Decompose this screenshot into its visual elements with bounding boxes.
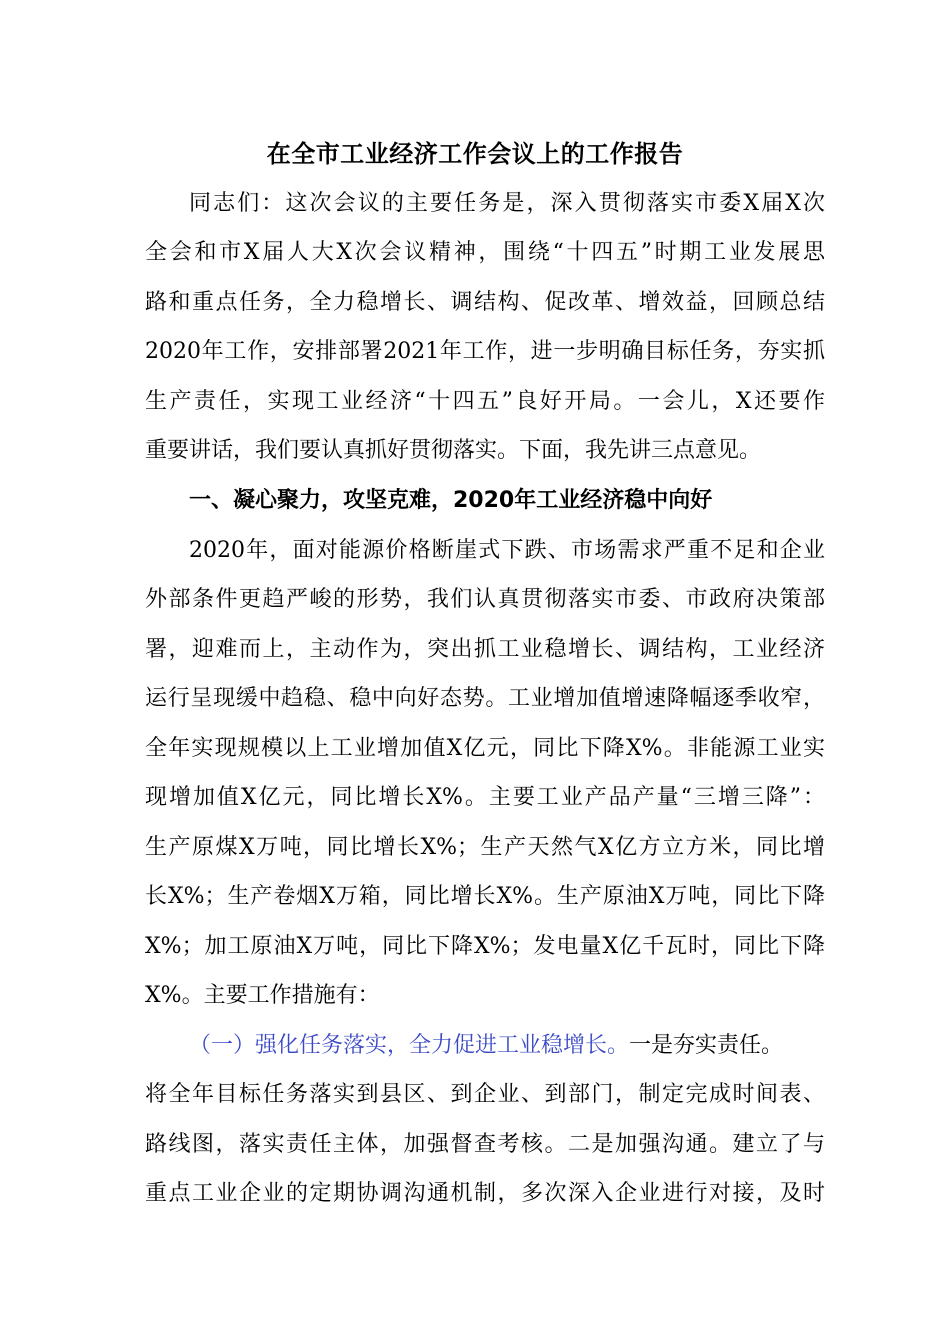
body-line: 署，迎难而上，主动作为，突出抓工业稳增长、调结构，工业经济: [145, 637, 825, 662]
intro-line: 生产责任，实现工业经济“十四五”良好开局。一会儿，X还要作: [145, 389, 825, 414]
body-line: 路线图，落实责任主体，加强督查考核。二是加强沟通。建立了与: [145, 1132, 825, 1157]
intro-line: 2020年工作，安排部署2021年工作，进一步明确目标任务，夯实抓: [145, 339, 825, 364]
page-title: 在全市工业经济工作会议上的工作报告: [266, 139, 684, 168]
body-line: 现增加值X亿元，同比增长X%。主要工业产品产量“三增三降”：: [145, 785, 825, 810]
body-line: X%；加工原油X万吨，同比下降X%；发电量X亿千瓦时，同比下降: [145, 934, 825, 959]
body-line: 全年实现规模以上工业增加值X亿元，同比下降X%。非能源工业实: [145, 736, 825, 761]
intro-line: 全会和市X届人大X次会议精神，围绕“十四五”时期工业发展思: [145, 240, 825, 265]
subsection-heading: （一）强化任务落实，全力促进工业稳增长。: [189, 1033, 630, 1058]
body-line: X%。主要工作措施有：: [145, 983, 380, 1008]
body-line: 长X%；生产卷烟X万箱，同比增长X%。生产原油X万吨，同比下降: [145, 884, 825, 909]
intro-line: 重要讲话，我们要认真抓好贯彻落实。下面，我先讲三点意见。: [145, 438, 762, 463]
body-line: 将全年目标任务落实到县区、到企业、到部门，制定完成时间表、: [145, 1082, 825, 1107]
body-line: 外部条件更趋严峻的形势，我们认真贯彻落实市委、市政府决策部: [145, 587, 825, 612]
section-heading: 一、凝心聚力，攻坚克难，2020年工业经济稳中向好: [189, 488, 713, 513]
intro-line: 路和重点任务，全力稳增长、调结构、促改革、增效益，回顾总结: [145, 290, 825, 315]
body-line: 2020年，面对能源价格断崖式下跌、市场需求严重不足和企业: [189, 538, 825, 563]
body-line: 重点工业企业的定期协调沟通机制，多次深入企业进行对接，及时: [145, 1181, 825, 1206]
subsection-first-line: [189, 1029, 825, 1063]
subsection-first-line-text: 一是夯实责任。: [629, 1033, 784, 1058]
body-line: 运行呈现缓中趋稳、稳中向好态势。工业增加值增速降幅逐季收窄，: [145, 686, 825, 711]
intro-line: 同志们：这次会议的主要任务是，深入贯彻落实市委X届X次: [189, 191, 825, 216]
body-line: 生产原煤X万吨，同比增长X%；生产天然气X亿方立方米，同比增: [145, 835, 825, 860]
